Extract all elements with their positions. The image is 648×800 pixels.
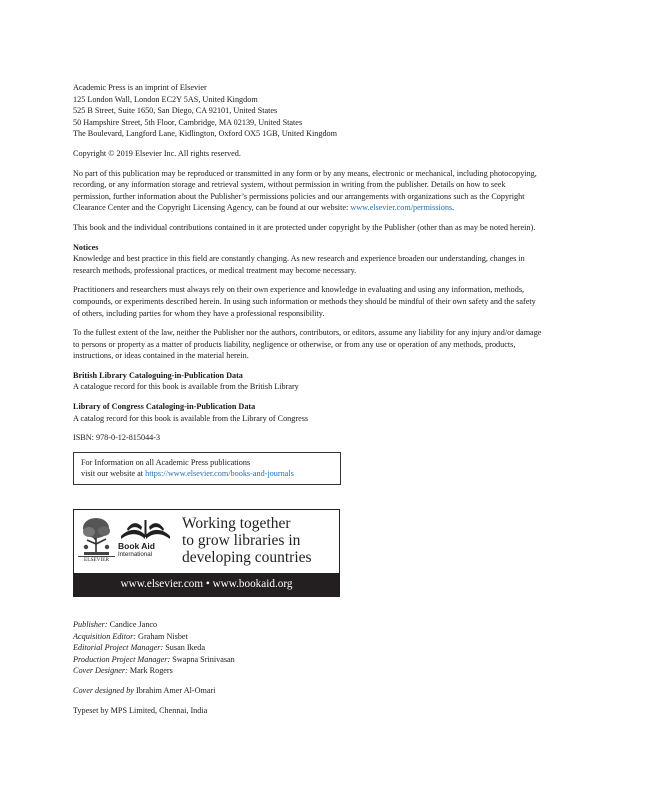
permissions-link[interactable]: www.elsevier.com/permissions xyxy=(350,203,453,213)
info-box xyxy=(73,452,341,485)
ad-slogan xyxy=(182,515,312,566)
info-box-line-1: For Information on all Academic Press publications xyxy=(81,457,251,467)
typeset-credit: Typeset by MPS Limited, Chennai, India xyxy=(73,705,208,715)
cover-designer-label: Cover Designer: xyxy=(73,666,128,676)
production-name: Swapna Srinivasan xyxy=(172,654,235,664)
cover-designed-name: Ibrahim Amer Al-Omari xyxy=(135,686,216,695)
address-line: 50 Hampshire Street, 5th Floor, Cambridge, MA 02139, United States xyxy=(73,117,303,127)
permissions-text: No part of this publication may be reproduced or transmitted in any form or by any means, electronic or mechanical, including photocopying, recording, or any information storage and retrieval system, without permission in writing from the publisher. Details on how to seek permission, further information about the Publisher’s permissions policies and our arrangements with organizations such as the Copyright Clearance Center and the Copyright Licensing Agency, can be found at our website: xyxy=(73,168,537,213)
imprint-address xyxy=(73,82,543,140)
notices-heading: Notices xyxy=(73,242,99,252)
book-aid-advertisement xyxy=(73,509,340,597)
slogan-line: developing countries xyxy=(182,549,312,567)
copyright-page xyxy=(73,82,543,716)
elsevier-tree-icon xyxy=(78,514,115,557)
editorial-label: Editorial Project Manager: xyxy=(73,643,164,653)
publisher-credit xyxy=(73,619,543,631)
acquisition-label: Acquisition Editor: xyxy=(73,631,136,641)
address-line: 525 B Street, Suite 1650, San Diego, CA 92101, United States xyxy=(73,106,278,116)
slogan-line: Working together xyxy=(182,515,291,533)
cover-designed-credit xyxy=(73,685,543,697)
slogan-line: to grow libraries in xyxy=(182,532,301,550)
book-aid-wordmark xyxy=(118,542,155,558)
open-book-hands-icon xyxy=(118,515,173,542)
elsevier-label: ELSEVIER xyxy=(78,556,115,564)
book-aid-subtitle: International xyxy=(118,551,153,559)
production-label: Production Project Manager: xyxy=(73,654,171,664)
cover-designer-credit xyxy=(73,665,543,677)
british-library-heading: British Library Cataloguing-in-Publication Data xyxy=(73,370,243,380)
publisher-name: Candice Janco xyxy=(109,620,158,630)
editorial-name: Susan Ikeda xyxy=(165,643,206,653)
ad-footer-bar: www.elsevier.com • www.bookaid.org xyxy=(74,573,339,596)
editorial-credit xyxy=(73,642,543,654)
books-and-journals-link[interactable]: https://www.elsevier.com/books-and-journals xyxy=(145,469,294,479)
permissions-end: . xyxy=(452,203,455,213)
publisher-label: Publisher: xyxy=(73,620,108,630)
copyright-line: Copyright © 2019 Elsevier Inc. All rights reserved. xyxy=(73,148,241,158)
cover-designer-name: Mark Rogers xyxy=(129,666,173,676)
notices-paragraph-2: Practitioners and researchers must always rely on their own experience and knowledge in evaluating and using any information, methods, compounds, or experiments described herein. In using such information or methods they should be mindful of their own safety and the safety of others, including parties for whom they have a professional responsibility. xyxy=(73,285,536,318)
notices-paragraph-1: Knowledge and best practice in this field are constantly changing. As new research and experience broaden our understanding, changes in research methods, professional practices, or medical treatment may become necessary. xyxy=(73,254,525,275)
info-box-prefix: visit our website at xyxy=(81,469,146,479)
book-aid-name: Book Aid xyxy=(118,541,155,552)
info-box-line-2 xyxy=(81,468,334,480)
address-line: 125 London Wall, London EC2Y 5AS, United Kingdom xyxy=(73,94,258,104)
permissions-paragraph xyxy=(73,168,543,214)
library-of-congress-heading: Library of Congress Cataloging-in-Publication Data xyxy=(73,402,256,412)
production-credits xyxy=(73,619,543,716)
notices-paragraph-3: To the fullest extent of the law, neither the Publisher nor the authors, contributors, or editors, assume any liability for any injury and/or damage to persons or property as a matter of products liability, negligence or otherwise, or from any use or operation of any methods, products, instructions, or ideas contained in the material herein. xyxy=(73,328,542,361)
imprint-line: Academic Press is an imprint of Elsevier xyxy=(73,83,207,92)
library-of-congress-text: A catalog record for this book is available from the Library of Congress xyxy=(73,413,309,423)
production-credit xyxy=(73,654,543,666)
elsevier-tree-logo xyxy=(78,514,115,564)
isbn: ISBN: 978-0-12-815044-3 xyxy=(73,433,161,443)
protection-paragraph: This book and the individual contributions contained in it are protected under copyright by the Publisher (other than as may be noted herein). xyxy=(73,222,536,232)
british-library-text: A catalogue record for this book is available from the British Library xyxy=(73,382,299,392)
acquisition-name: Graham Nisbet xyxy=(138,631,188,641)
cover-designed-label: Cover designed by xyxy=(73,686,134,695)
address-line: The Boulevard, Langford Lane, Kidlington, Oxford OX5 1GB, United Kingdom xyxy=(73,129,337,139)
ad-top-panel xyxy=(74,510,339,573)
acquisition-credit xyxy=(73,631,543,643)
